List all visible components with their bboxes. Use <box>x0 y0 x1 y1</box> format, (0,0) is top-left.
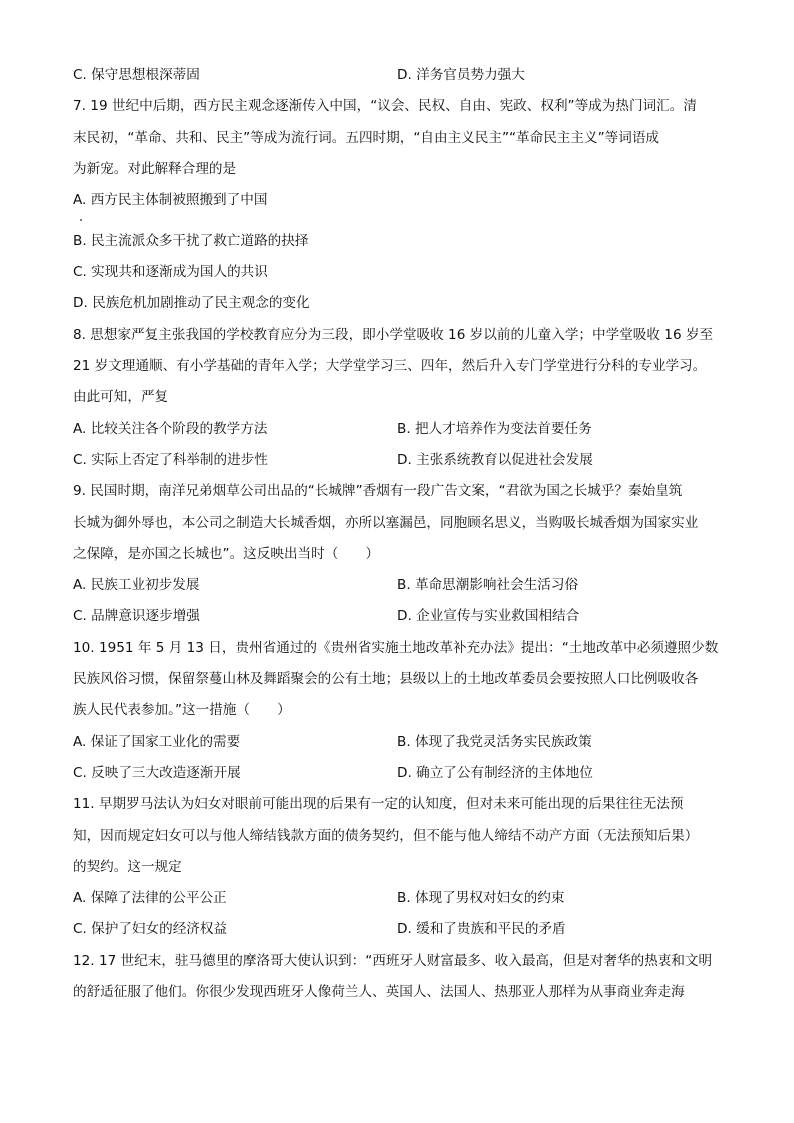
q9-stem-line-2: 长城为御外辱也，本公司之制造大长城香烟，亦所以塞漏邑，同胞顾名思义，当购吸长城香烟为国家实业 <box>73 515 699 531</box>
q10-stem-line-2: 民族风俗习惯，保留祭蔓山林及舞蹈聚会的公有土地；县级以上的土地改革委员会要按照人口比例吸收各 <box>73 671 699 687</box>
q10-option-c[interactable]: C. 反映了三大改造逐渐开展 <box>73 765 241 781</box>
q7-option-c[interactable]: C. 实现共和逐渐成为国人的共识 <box>73 264 268 280</box>
q10-stem-line-3: 族人民代表参加。”这一措施（ ） <box>73 702 291 718</box>
q7-stem-line-1: 7. 19 世纪中后期，西方民主观念逐渐传入中国，“议会、民权、自由、宪政、权利”等成为热门词汇。清 <box>73 98 697 114</box>
q8-stem-line-1: 8. 思想家严复主张我国的学校教育应分为三段，即小学堂吸收 16 岁以前的儿童入学；中学堂吸收 16 岁至 <box>73 327 714 343</box>
q8-options-row-ab <box>73 420 733 438</box>
q8-option-b[interactable]: B. 把人才培养作为变法首要任务 <box>397 421 592 437</box>
q8-option-a[interactable]: A. 比较关注各个阶段的教学方法 <box>73 421 268 437</box>
q7-option-d[interactable]: D. 民族危机加剧推动了民主观念的变化 <box>73 295 310 311</box>
q9-options-row-ab <box>73 576 733 594</box>
q11-stem-line-3: 的契约。这一规定 <box>73 859 182 875</box>
q12-stem-line-2: 的舒适征服了他们。你很少发现西班牙人像荷兰人、英国人、法国人、热那亚人那样为从事商业奔走海 <box>73 984 685 1000</box>
q11-options-row-ab <box>73 889 733 907</box>
q8-option-c[interactable]: C. 实际上否定了科举制的进步性 <box>73 452 268 468</box>
q11-option-c[interactable]: C. 保护了妇女的经济权益 <box>73 921 228 937</box>
q9-options-row-cd <box>73 607 733 625</box>
q9-option-c[interactable]: C. 品牌意识逐步增强 <box>73 608 200 624</box>
q10-stem-line-1: 10. 1951 年 5 月 13 日，贵州省通过的《贵州省实施土地改革补充办法》提出：“土地改革中必须遵照少数 <box>73 640 719 656</box>
q11-option-d[interactable]: D. 缓和了贵族和平民的矛盾 <box>397 921 566 937</box>
q10-options-row-ab <box>73 733 733 751</box>
q11-options-row-cd <box>73 920 733 938</box>
q11-stem-line-1: 11. 早期罗马法认为妇女对眼前可能出现的后果有一定的认知度，但对未来可能出现的后果往往无法预 <box>73 796 684 812</box>
q9-stem-line-3: 之保障，是亦国之长城也”。这反映出当时（ ） <box>73 546 380 562</box>
q7-option-b[interactable]: B. 民主流派众多干扰了救亡道路的抉择 <box>73 233 309 249</box>
q10-option-b[interactable]: B. 体现了我党灵活务实民族政策 <box>397 734 592 750</box>
q11-option-b[interactable]: B. 体现了男权对妇女的约束 <box>397 890 565 906</box>
q7-option-a[interactable]: A. 西方民主体制被照搬到了中国 <box>73 192 268 208</box>
stray-dot-mark <box>80 219 82 221</box>
q12-stem-line-1: 12. 17 世纪末，驻马德里的摩洛哥大使认识到：“西班牙人财富最多、收入最高，但是对奢华的热衷和文明 <box>73 953 713 969</box>
q8-stem-line-2: 21 岁文理通顺、有小学基础的青年入学；大学堂学习三、四年，然后升入专门学堂进行分科的专业学习。 <box>73 358 707 374</box>
q6-option-d[interactable]: D. 洋务官员势力强大 <box>397 67 525 83</box>
q6-option-c[interactable]: C. 保守思想根深蒂固 <box>73 67 200 83</box>
q11-stem-line-2: 知，因而规定妇女可以与他人缔结钱款方面的债务契约，但不能与他人缔结不动产方面（无法预知后果） <box>73 828 699 844</box>
q9-option-a[interactable]: A. 民族工业初步发展 <box>73 577 200 593</box>
q9-stem-line-1: 9. 民国时期，南洋兄弟烟草公司出品的“长城牌”香烟有一段广告文案，“君欲为国之长城乎？秦始皇筑 <box>73 483 683 499</box>
q10-option-a[interactable]: A. 保证了国家工业化的需要 <box>73 734 241 750</box>
q7-stem-line-3: 为新宠。对此解释合理的是 <box>73 161 237 177</box>
q7-stem-line-2: 末民初，“革命、共和、民主”等成为流行词。五四时期，“自由主义民主”“革命民主主义”等词语成 <box>73 130 660 146</box>
q10-options-row-cd <box>73 764 733 782</box>
q11-option-a[interactable]: A. 保障了法律的公平公正 <box>73 890 227 906</box>
q8-stem-line-3: 由此可知，严复 <box>73 389 169 405</box>
q9-option-b[interactable]: B. 革命思潮影响社会生活习俗 <box>397 577 579 593</box>
q6-options-row-cd <box>73 66 733 84</box>
q10-option-d[interactable]: D. 确立了公有制经济的主体地位 <box>397 765 593 781</box>
q8-option-d[interactable]: D. 主张系统教育以促进社会发展 <box>397 452 593 468</box>
q9-option-d[interactable]: D. 企业宣传与实业救国相结合 <box>397 608 580 624</box>
q8-options-row-cd <box>73 451 733 469</box>
